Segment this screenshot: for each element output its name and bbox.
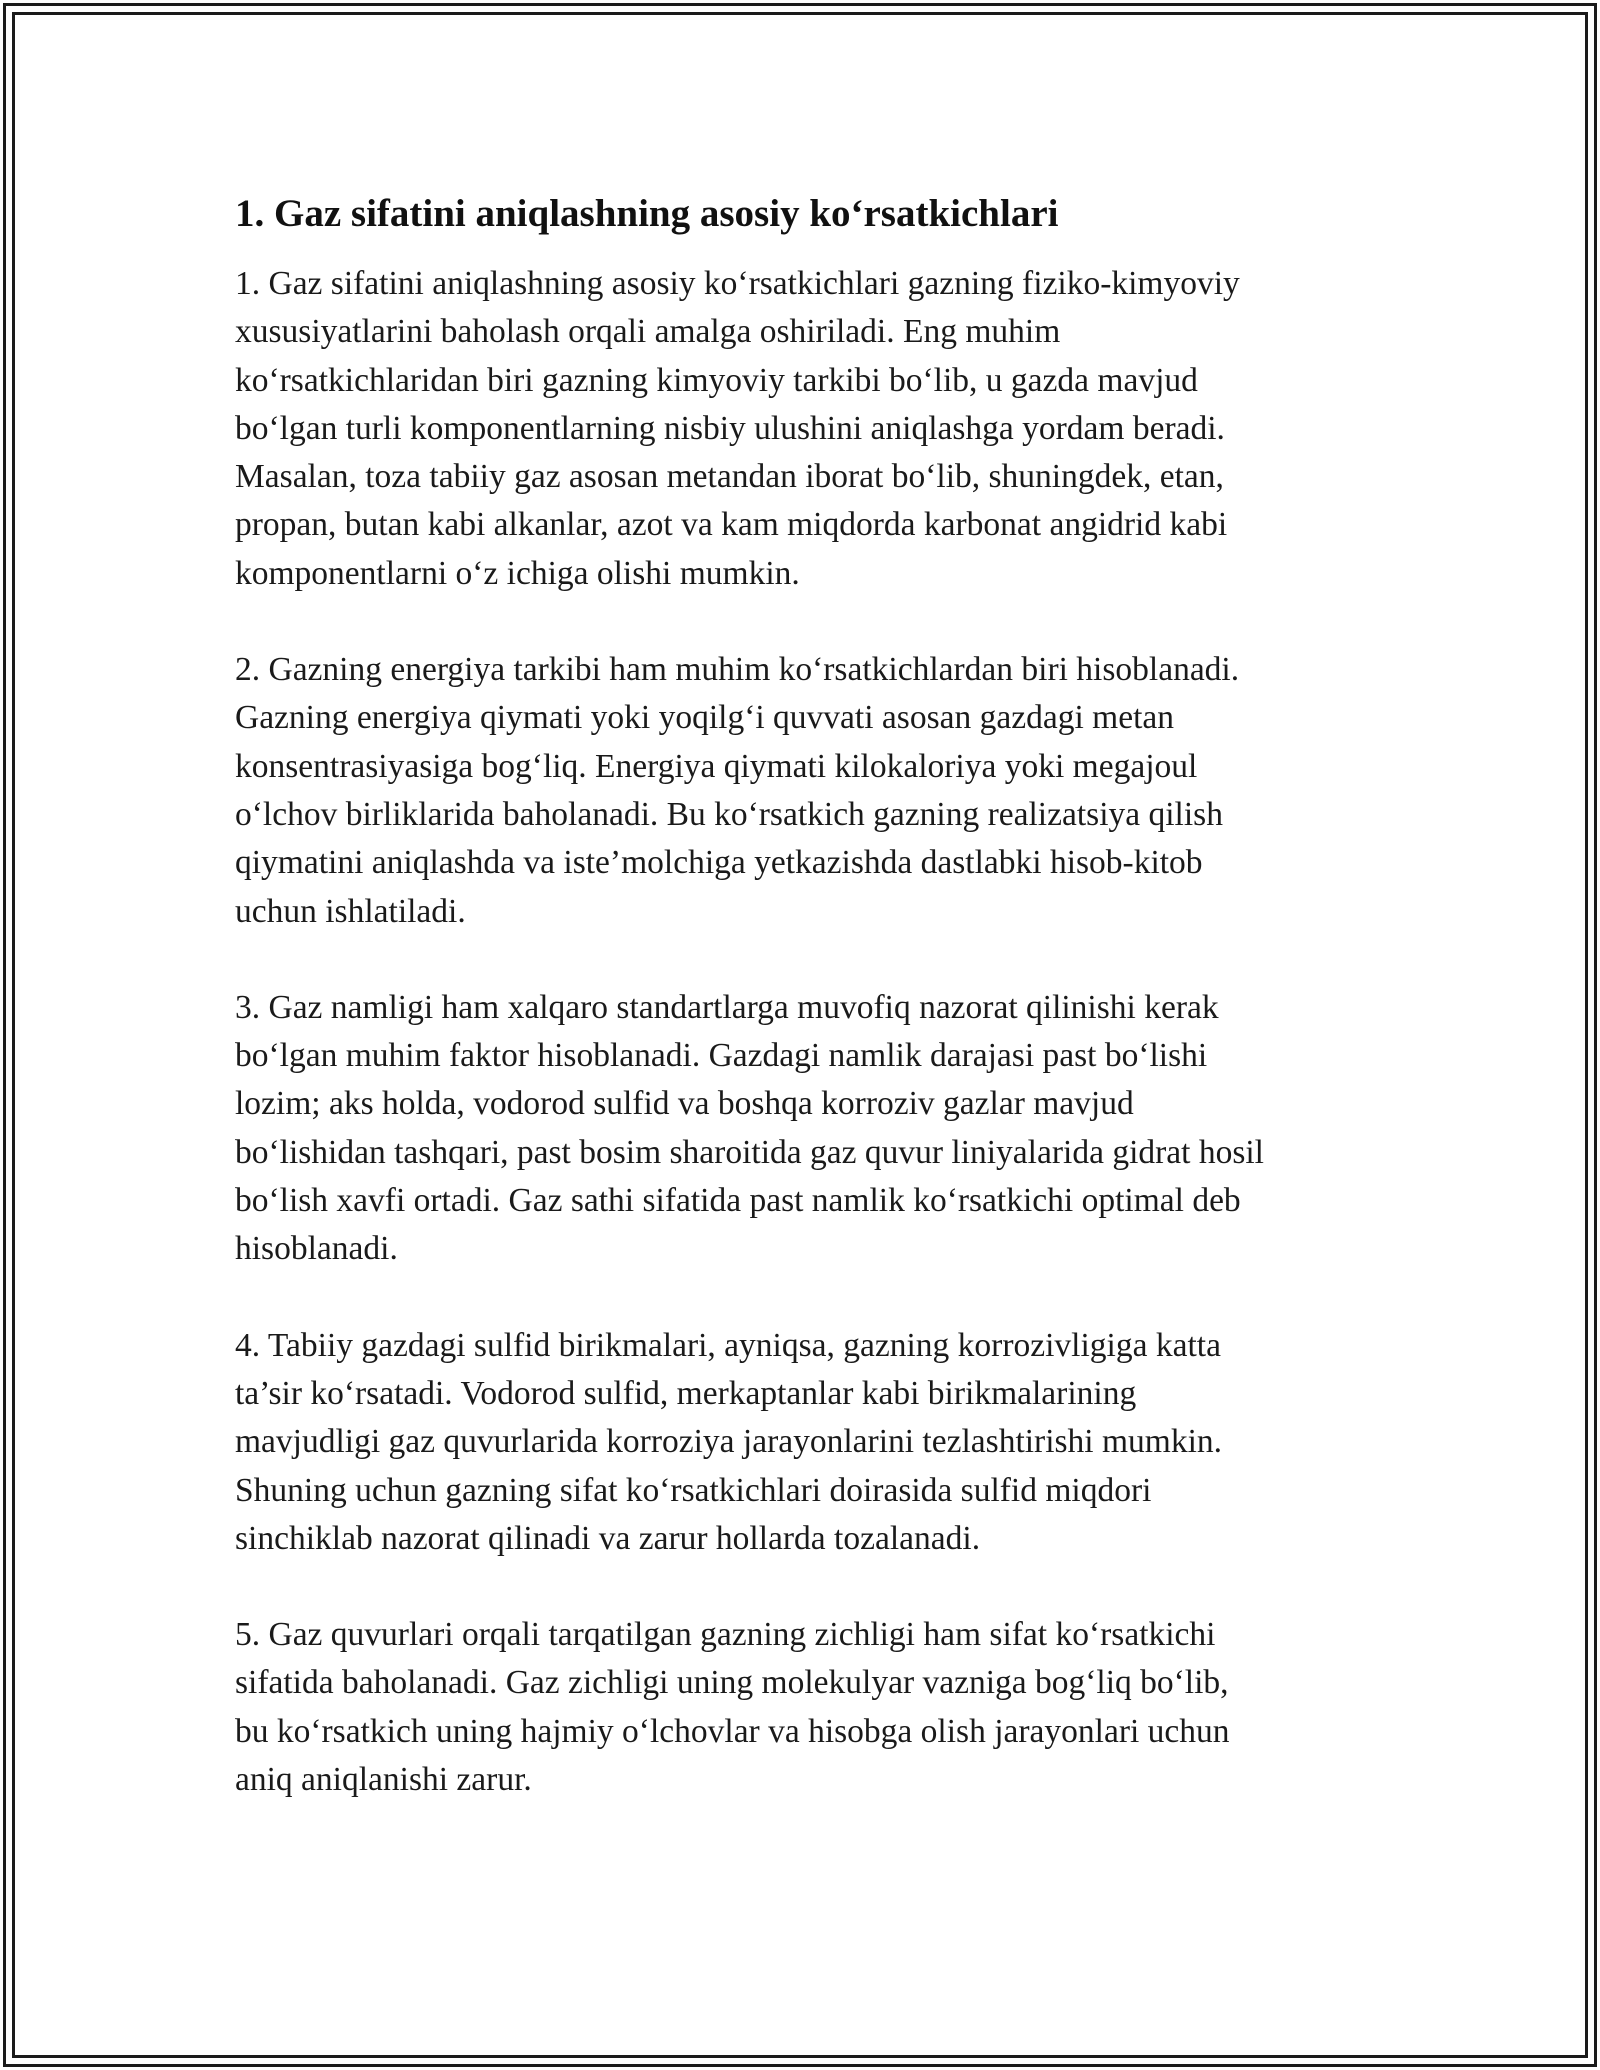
paragraph-line: propan, butan kabi alkanlar, azot va kam miqdorda karbonat angidrid kabi: [235, 506, 1228, 544]
paragraph-2: [235, 646, 1385, 936]
paragraph-line: 1. Gaz sifatini aniqlashning asosiy ko‘rsatkichlari gazning fiziko-kimyoviy: [235, 265, 1240, 302]
paragraph-line: Shuning uchun gazning sifat ko‘rsatkichlari doirasida sulfid miqdori: [235, 1471, 1152, 1509]
paragraph-line: bo‘lgan muhim faktor hisoblanadi. Gazdagi namlik darajasi past bo‘lishi: [235, 1037, 1208, 1075]
paragraph-line: uchun ishlatiladi.: [235, 892, 466, 930]
paragraph-line: 5. Gaz quvurlari orqali tarqatilgan gazning zichligi ham sifat ko‘rsatkichi: [235, 1616, 1216, 1654]
paragraph-line: mavjudligi gaz quvurlarida korroziya jarayonlarini tezlashtirishi mumkin.: [235, 1423, 1223, 1461]
paragraph-line: hisoblanadi.: [235, 1230, 398, 1268]
paragraph-4: [235, 1322, 1385, 1563]
paragraph-line: konsentrasiyasiga bog‘liq. Energiya qiymati kilokaloriya yoki megajoul: [235, 747, 1198, 785]
paragraph-3: [235, 984, 1385, 1274]
paragraph-line: 3. Gaz namligi ham xalqaro standartlarga muvofiq nazorat qilinishi kerak: [235, 988, 1219, 1026]
paragraph-5: [235, 1611, 1385, 1804]
paragraph-line: ko‘rsatkichlaridan biri gazning kimyoviy tarkibi bo‘lib, u gazda mavjud: [235, 361, 1198, 399]
paragraph-line: bu ko‘rsatkich uning hajmiy o‘lchovlar va hisobga olish jarayonlari uchun: [235, 1712, 1230, 1750]
paragraph-line: aniq aniqlanishi zarur.: [235, 1761, 532, 1799]
paragraph-line: xususiyatlarini baholash orqali amalga oshiriladi. Eng muhim: [235, 313, 1061, 351]
section-heading: 1. Gaz sifatini aniqlashning asosiy ko‘rsatkichlari: [235, 192, 1059, 235]
paragraph-line: bo‘lgan turli komponentlarning nisbiy ulushini aniqlashga yordam beradi.: [235, 409, 1225, 447]
paragraph-line: sifatida baholanadi. Gaz zichligi uning molekulyar vazniga bog‘liq bo‘lib,: [235, 1664, 1229, 1702]
paragraph-line: Gazning energiya qiymati yoki yoqilg‘i quvvati asosan gazdagi metan: [235, 699, 1174, 737]
paragraph-line: bo‘lishidan tashqari, past bosim sharoitida gaz quvur liniyalarida gidrat hosil: [235, 1133, 1264, 1171]
paragraph-line: lozim; aks holda, vodorod sulfid va boshqa korroziv gazlar mavjud: [235, 1085, 1134, 1123]
document-body: [235, 190, 1385, 1852]
paragraph-line: o‘lchov birliklarida baholanadi. Bu ko‘rsatkich gazning realizatsiya qilish: [235, 795, 1223, 833]
paragraph-1: [235, 260, 1385, 598]
paragraph-list: [235, 260, 1385, 1804]
paragraph-line: komponentlarni o‘z ichiga olishi mumkin.: [235, 554, 800, 592]
paragraph-line: 2. Gazning energiya tarkibi ham muhim ko‘rsatkichlardan biri hisoblanadi.: [235, 651, 1240, 689]
paragraph-line: 4. Tabiiy gazdagi sulfid birikmalari, ayniqsa, gazning korrozivligiga katta: [235, 1326, 1221, 1364]
paragraph-line: bo‘lish xavfi ortadi. Gaz sathi sifatida past namlik ko‘rsatkichi optimal deb: [235, 1182, 1241, 1220]
paragraph-line: qiymatini aniqlashda va iste’molchiga yetkazishda dastlabki hisob-kitob: [235, 844, 1203, 882]
paragraph-line: sinchiklab nazorat qilinadi va zarur hollarda tozalanadi.: [235, 1519, 981, 1557]
paragraph-line: Masalan, toza tabiiy gaz asosan metandan iborat bo‘lib, shuningdek, etan,: [235, 458, 1224, 496]
paragraph-line: ta’sir ko‘rsatadi. Vodorod sulfid, merkaptanlar kabi birikmalarining: [235, 1374, 1137, 1412]
